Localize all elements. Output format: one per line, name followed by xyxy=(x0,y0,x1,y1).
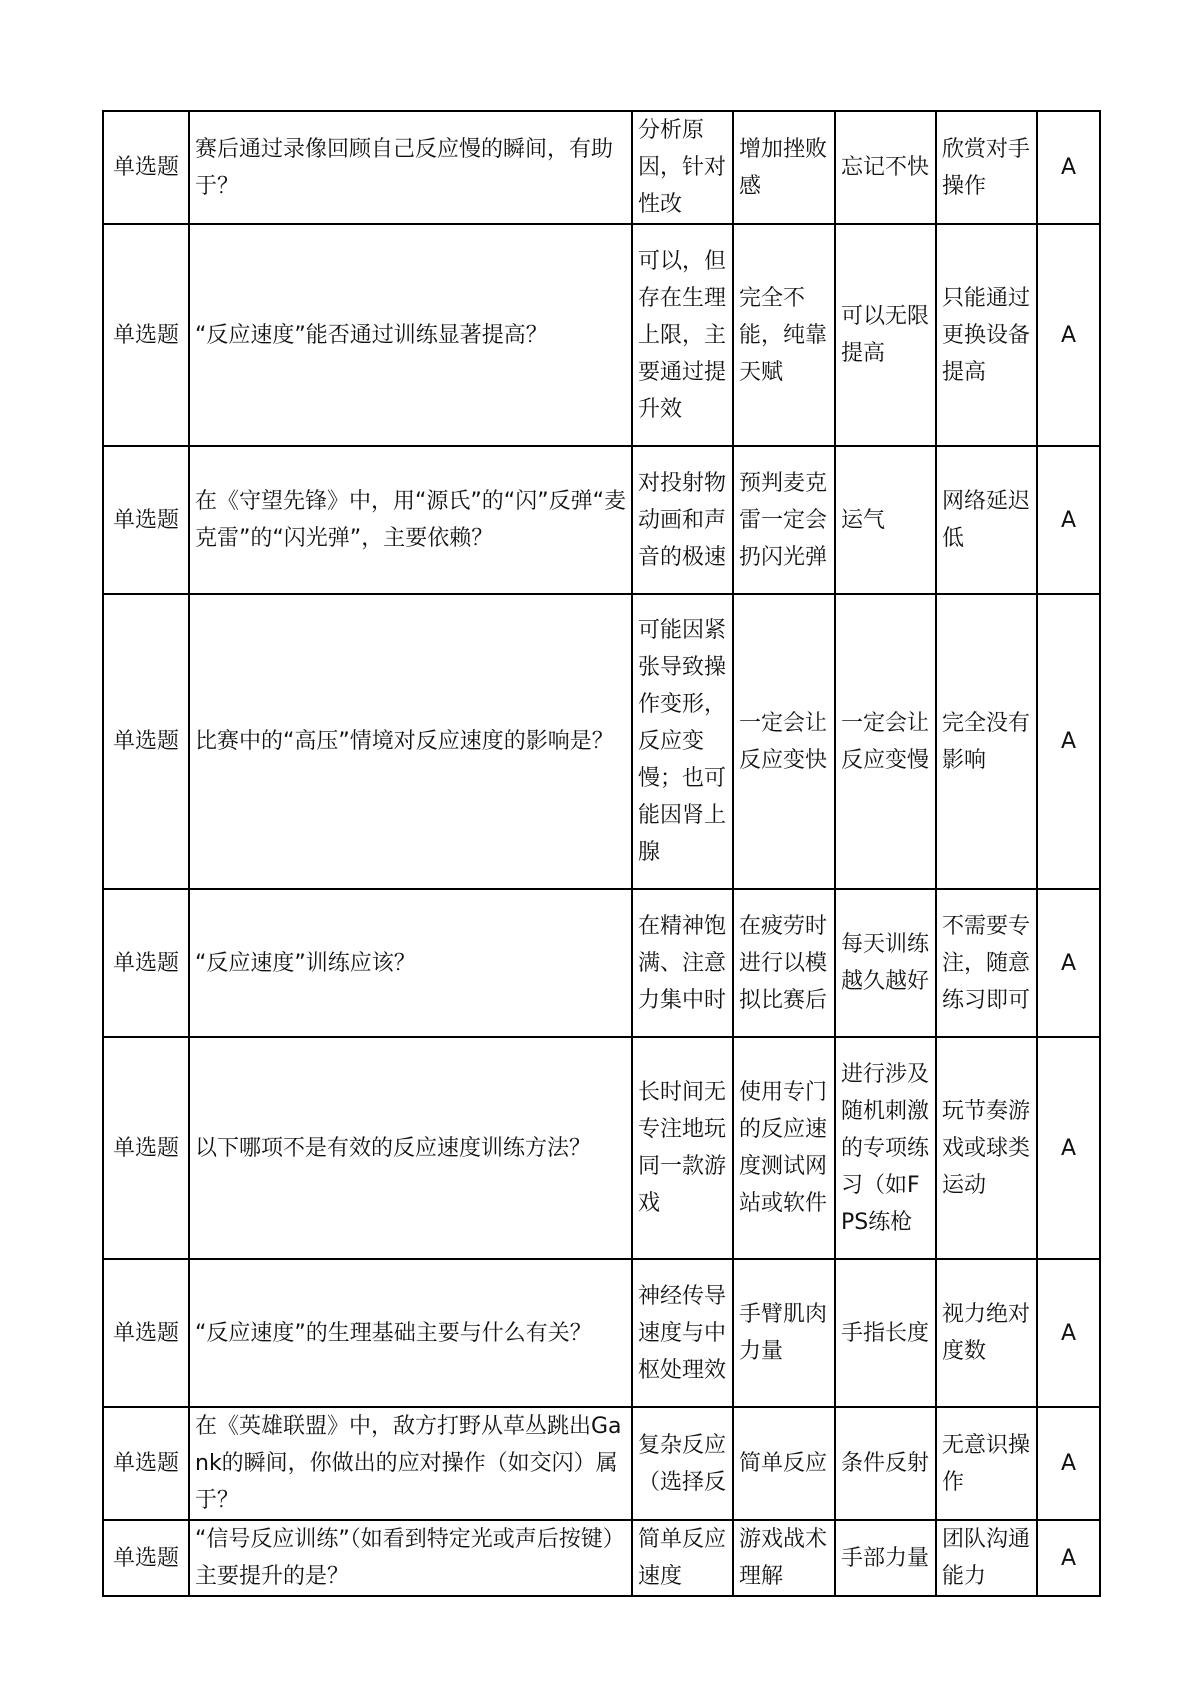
question-type-cell: 单选题 xyxy=(103,111,189,224)
option-a-cell: 在精神饱满、注意力集中时 xyxy=(632,889,733,1037)
table-row xyxy=(103,1520,1100,1596)
question-type-cell: 单选题 xyxy=(103,1407,189,1520)
option-d-cell: 欣赏对手操作 xyxy=(936,111,1037,224)
table-row xyxy=(103,889,1100,1037)
answer-cell: A xyxy=(1037,889,1100,1037)
option-b-cell: 增加挫败感 xyxy=(733,111,835,224)
option-d-cell: 团队沟通能力 xyxy=(936,1520,1037,1596)
question-type-cell: 单选题 xyxy=(103,1259,189,1407)
answer-cell: A xyxy=(1037,1259,1100,1407)
option-c-cell: 忘记不快 xyxy=(835,111,936,224)
question-cell: “反应速度”能否通过训练显著提高？ xyxy=(189,224,632,446)
question-cell: “反应速度”训练应该？ xyxy=(189,889,632,1037)
answer-cell: A xyxy=(1037,1037,1100,1259)
option-c-cell: 手部力量 xyxy=(835,1520,936,1596)
question-type-cell: 单选题 xyxy=(103,594,189,889)
answer-cell: A xyxy=(1037,446,1100,594)
option-b-cell: 预判麦克雷一定会扔闪光弹 xyxy=(733,446,835,594)
question-cell: 赛后通过录像回顾自己反应慢的瞬间，有助于？ xyxy=(189,111,632,224)
option-b-cell: 手臂肌肉力量 xyxy=(733,1259,835,1407)
option-a-cell: 分析原因，针对性改 xyxy=(632,111,733,224)
option-c-cell: 一定会让反应变慢 xyxy=(835,594,936,889)
option-a-cell: 可能因紧张导致操作变形，反应变慢；也可能因肾上腺 xyxy=(632,594,733,889)
table-row xyxy=(103,446,1100,594)
option-a-cell: 简单反应速度 xyxy=(632,1520,733,1596)
option-a-cell: 对投射物动画和声音的极速 xyxy=(632,446,733,594)
answer-cell: A xyxy=(1037,594,1100,889)
option-b-cell: 使用专门的反应速度测试网站或软件 xyxy=(733,1037,835,1259)
question-type-cell: 单选题 xyxy=(103,446,189,594)
question-cell: 以下哪项不是有效的反应速度训练方法？ xyxy=(189,1037,632,1259)
option-a-cell: 神经传导速度与中枢处理效 xyxy=(632,1259,733,1407)
question-cell: 在《英雄联盟》中，敌方打野从草丛跳出Gank的瞬间，你做出的应对操作（如交闪）属于？ xyxy=(189,1407,632,1520)
option-a-cell: 可以，但存在生理上限，主要通过提升效 xyxy=(632,224,733,446)
option-c-cell: 条件反射 xyxy=(835,1407,936,1520)
answer-cell: A xyxy=(1037,1407,1100,1520)
option-b-cell: 完全不能，纯靠天赋 xyxy=(733,224,835,446)
option-c-cell: 手指长度 xyxy=(835,1259,936,1407)
question-type-cell: 单选题 xyxy=(103,1037,189,1259)
table-row xyxy=(103,1407,1100,1520)
quiz-table-body xyxy=(103,111,1100,1596)
option-b-cell: 一定会让反应变快 xyxy=(733,594,835,889)
option-b-cell: 游戏战术理解 xyxy=(733,1520,835,1596)
answer-cell: A xyxy=(1037,1520,1100,1596)
option-c-cell: 进行涉及随机刺激的专项练习（如FPS练枪 xyxy=(835,1037,936,1259)
option-c-cell: 可以无限提高 xyxy=(835,224,936,446)
table-row xyxy=(103,224,1100,446)
question-type-cell: 单选题 xyxy=(103,1520,189,1596)
question-cell: 比赛中的“高压”情境对反应速度的影响是？ xyxy=(189,594,632,889)
option-d-cell: 网络延迟低 xyxy=(936,446,1037,594)
option-d-cell: 只能通过更换设备提高 xyxy=(936,224,1037,446)
answer-cell: A xyxy=(1037,224,1100,446)
option-a-cell: 长时间无专注地玩同一款游戏 xyxy=(632,1037,733,1259)
option-d-cell: 玩节奏游戏或球类运动 xyxy=(936,1037,1037,1259)
question-type-cell: 单选题 xyxy=(103,224,189,446)
question-cell: “信号反应训练”（如看到特定光或声后按键）主要提升的是？ xyxy=(189,1520,632,1596)
quiz-table xyxy=(102,110,1101,1597)
option-d-cell: 无意识操作 xyxy=(936,1407,1037,1520)
option-d-cell: 视力绝对度数 xyxy=(936,1259,1037,1407)
option-d-cell: 不需要专注，随意练习即可 xyxy=(936,889,1037,1037)
option-c-cell: 运气 xyxy=(835,446,936,594)
option-b-cell: 在疲劳时进行以模拟比赛后 xyxy=(733,889,835,1037)
table-row xyxy=(103,1259,1100,1407)
table-row xyxy=(103,1037,1100,1259)
table-row xyxy=(103,594,1100,889)
question-cell: 在《守望先锋》中，用“源氏”的“闪”反弹“麦克雷”的“闪光弹”，主要依赖？ xyxy=(189,446,632,594)
option-a-cell: 复杂反应（选择反 xyxy=(632,1407,733,1520)
option-c-cell: 每天训练越久越好 xyxy=(835,889,936,1037)
table-row xyxy=(103,111,1100,224)
option-b-cell: 简单反应 xyxy=(733,1407,835,1520)
question-cell: “反应速度”的生理基础主要与什么有关？ xyxy=(189,1259,632,1407)
question-type-cell: 单选题 xyxy=(103,889,189,1037)
option-d-cell: 完全没有影响 xyxy=(936,594,1037,889)
answer-cell: A xyxy=(1037,111,1100,224)
